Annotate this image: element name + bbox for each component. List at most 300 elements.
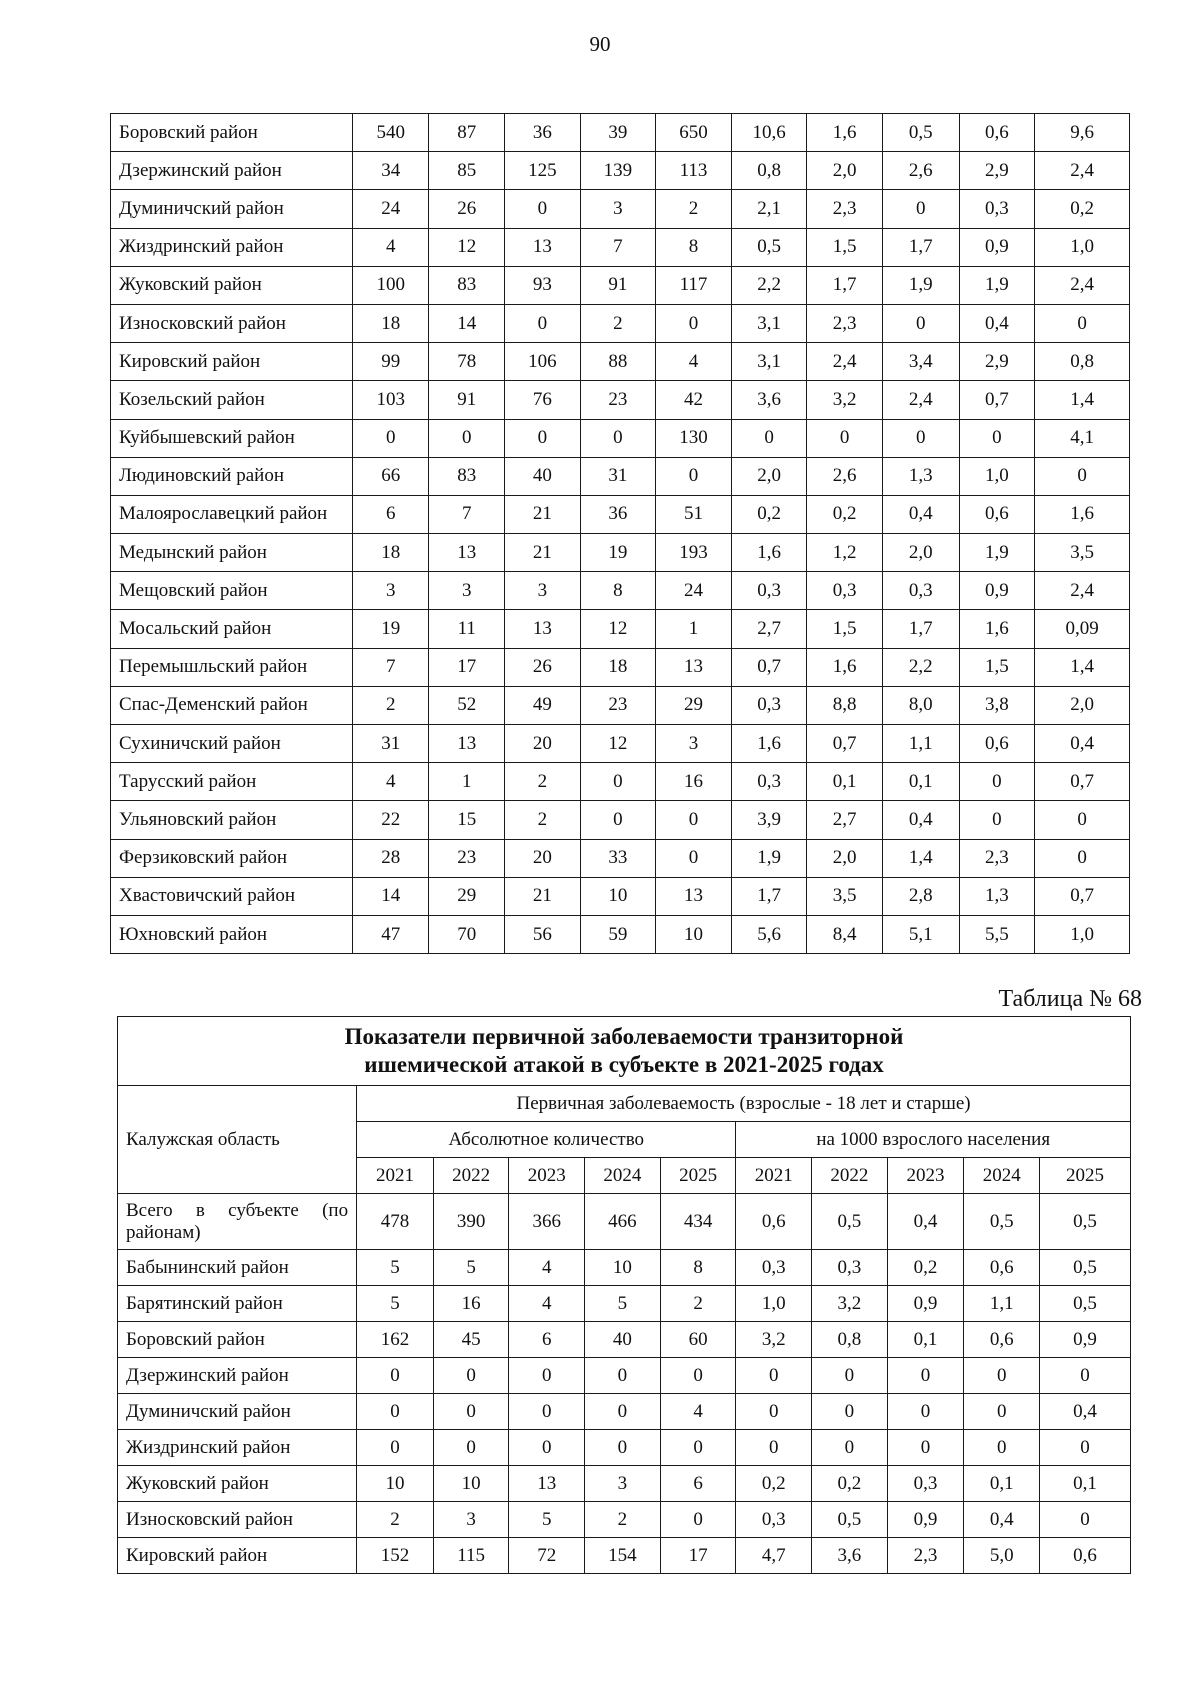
value-cell: 0,3	[736, 1502, 812, 1538]
table2-body	[118, 1017, 1131, 1574]
value-cell: 0,1	[807, 763, 883, 801]
value-cell: 2,7	[807, 801, 883, 839]
table-row	[111, 725, 1130, 763]
value-cell: 16	[433, 1286, 509, 1322]
value-cell: 0,5	[964, 1194, 1040, 1250]
district-name: Думиничский район	[118, 1394, 357, 1430]
value-cell: 1,4	[882, 839, 959, 877]
value-cell: 0,4	[1035, 725, 1130, 763]
value-cell: 2,0	[807, 839, 883, 877]
value-cell: 36	[505, 114, 581, 152]
value-cell: 0	[736, 1394, 812, 1430]
value-cell: 5	[357, 1250, 434, 1286]
table-title-row	[118, 1017, 1131, 1086]
district-name: Спас-Деменский район	[111, 686, 353, 724]
value-cell: 0,1	[887, 1322, 964, 1358]
value-cell: 42	[656, 381, 732, 419]
district-name: Сухиничский район	[111, 725, 353, 763]
value-cell: 1,6	[1035, 495, 1130, 533]
value-cell: 0	[656, 801, 732, 839]
value-cell: 10	[357, 1466, 434, 1502]
value-cell: 3,8	[959, 686, 1035, 724]
value-cell: 56	[505, 915, 581, 953]
value-cell: 3,2	[807, 381, 883, 419]
value-cell: 0	[882, 190, 959, 228]
value-cell: 650	[656, 114, 732, 152]
table-row	[111, 190, 1130, 228]
value-cell: 24	[656, 572, 732, 610]
value-cell: 4,7	[736, 1538, 812, 1574]
value-cell: 1,1	[964, 1286, 1040, 1322]
district-name: Людиновский район	[111, 457, 353, 495]
value-cell: 1,9	[882, 266, 959, 304]
value-cell: 0	[964, 1358, 1040, 1394]
district-name: Ферзиковский район	[111, 839, 353, 877]
value-cell: 2,4	[1035, 266, 1130, 304]
value-cell: 40	[585, 1322, 661, 1358]
district-name: Перемышльский район	[111, 648, 353, 686]
value-cell: 1	[429, 763, 505, 801]
value-cell: 1,0	[1035, 915, 1130, 953]
value-cell: 3,1	[731, 343, 807, 381]
value-cell: 0,5	[812, 1502, 888, 1538]
value-cell: 91	[580, 266, 656, 304]
value-cell: 21	[505, 534, 581, 572]
value-cell: 1,7	[882, 228, 959, 266]
value-cell: 2	[585, 1502, 661, 1538]
value-cell: 8,8	[807, 686, 883, 724]
value-cell: 93	[505, 266, 581, 304]
value-cell: 10	[656, 915, 732, 953]
value-cell: 0,5	[882, 114, 959, 152]
value-cell: 18	[352, 534, 429, 572]
value-cell: 0	[357, 1430, 434, 1466]
value-cell: 2,0	[882, 534, 959, 572]
value-cell: 478	[357, 1194, 434, 1250]
value-cell: 8	[580, 572, 656, 610]
tia-morbidity-table	[117, 1016, 1131, 1574]
value-cell: 0,8	[731, 152, 807, 190]
year-header: 2025	[660, 1158, 736, 1194]
value-cell: 0,2	[736, 1466, 812, 1502]
value-cell: 0,4	[882, 495, 959, 533]
value-cell: 7	[580, 228, 656, 266]
district-name: Жуковский район	[118, 1466, 357, 1502]
value-cell: 2	[660, 1286, 736, 1322]
value-cell: 11	[429, 610, 505, 648]
value-cell: 4	[509, 1286, 585, 1322]
value-cell: 0	[580, 419, 656, 457]
value-cell: 0	[585, 1394, 661, 1430]
value-cell: 1,6	[807, 114, 883, 152]
table-row	[118, 1286, 1131, 1322]
district-name: Износковский район	[111, 304, 353, 342]
district-name: Куйбышевский район	[111, 419, 353, 457]
table-row	[118, 1322, 1131, 1358]
value-cell: 113	[656, 152, 732, 190]
value-cell: 106	[505, 343, 581, 381]
value-cell: 2,4	[807, 343, 883, 381]
table-row	[111, 801, 1130, 839]
value-cell: 12	[580, 725, 656, 763]
value-cell: 0,2	[1035, 190, 1130, 228]
total-name	[118, 1194, 357, 1250]
value-cell: 115	[433, 1538, 509, 1574]
value-cell: 5,6	[731, 915, 807, 953]
value-cell: 66	[352, 457, 429, 495]
table-row	[111, 877, 1130, 915]
table-row	[111, 343, 1130, 381]
value-cell: 1,2	[807, 534, 883, 572]
district-name: Тарусский район	[111, 763, 353, 801]
value-cell: 0,6	[736, 1194, 812, 1250]
value-cell: 0	[959, 763, 1035, 801]
value-cell: 87	[429, 114, 505, 152]
value-cell: 0,4	[964, 1502, 1040, 1538]
value-cell: 0	[812, 1394, 888, 1430]
value-cell: 0	[357, 1394, 434, 1430]
value-cell: 3,2	[736, 1322, 812, 1358]
value-cell: 1,9	[731, 839, 807, 877]
table-row	[111, 686, 1130, 724]
value-cell: 31	[580, 457, 656, 495]
value-cell: 103	[352, 381, 429, 419]
value-cell: 0	[433, 1430, 509, 1466]
value-cell: 0	[964, 1430, 1040, 1466]
value-cell: 466	[585, 1194, 661, 1250]
value-cell: 0,3	[887, 1466, 964, 1502]
value-cell: 0	[1035, 839, 1130, 877]
total-name-part2: районам)	[126, 1221, 201, 1243]
table1-body	[111, 114, 1130, 954]
value-cell: 0	[882, 304, 959, 342]
value-cell: 13	[505, 228, 581, 266]
value-cell: 13	[429, 725, 505, 763]
value-cell: 125	[505, 152, 581, 190]
value-cell: 2,0	[1035, 686, 1130, 724]
value-cell: 0,9	[1040, 1322, 1131, 1358]
table-title-line1: Показатели первичной заболеваемости транзиторной	[344, 1024, 904, 1049]
value-cell: 5,5	[959, 915, 1035, 953]
value-cell: 21	[505, 495, 581, 533]
value-cell: 49	[505, 686, 581, 724]
district-name: Износковский район	[118, 1502, 357, 1538]
value-cell: 18	[580, 648, 656, 686]
value-cell: 0,3	[731, 572, 807, 610]
value-cell: 4,1	[1035, 419, 1130, 457]
value-cell: 9,6	[1035, 114, 1130, 152]
value-cell: 3	[656, 725, 732, 763]
value-cell: 0,7	[1035, 763, 1130, 801]
value-cell: 0,2	[731, 495, 807, 533]
value-cell: 0	[352, 419, 429, 457]
value-cell: 1,7	[882, 610, 959, 648]
value-cell: 70	[429, 915, 505, 953]
value-cell: 0	[505, 190, 581, 228]
value-cell: 2,1	[731, 190, 807, 228]
table-row	[111, 763, 1130, 801]
value-cell: 20	[505, 839, 581, 877]
value-cell: 21	[505, 877, 581, 915]
value-cell: 8,4	[807, 915, 883, 953]
district-name: Кировский район	[111, 343, 353, 381]
value-cell: 26	[429, 190, 505, 228]
value-cell: 0,5	[1040, 1286, 1131, 1322]
value-cell: 3,1	[731, 304, 807, 342]
value-cell: 18	[352, 304, 429, 342]
district-name: Хвастовичский район	[111, 877, 353, 915]
value-cell: 28	[352, 839, 429, 877]
value-cell: 0,3	[736, 1250, 812, 1286]
value-cell: 3,5	[1035, 534, 1130, 572]
value-cell: 2,3	[887, 1538, 964, 1574]
table-row	[118, 1394, 1131, 1430]
abs-header: Абсолютное количество	[357, 1122, 736, 1158]
value-cell: 139	[580, 152, 656, 190]
table-row	[111, 572, 1130, 610]
value-cell: 5,1	[882, 915, 959, 953]
value-cell: 5	[509, 1502, 585, 1538]
total-name-part1: Всего в субъекте (по	[126, 1199, 349, 1221]
value-cell: 3,9	[731, 801, 807, 839]
value-cell: 0,1	[882, 763, 959, 801]
value-cell: 3	[505, 572, 581, 610]
value-cell: 1,5	[807, 228, 883, 266]
value-cell: 2	[505, 763, 581, 801]
morbidity-table-continued	[110, 113, 1130, 954]
year-header: 2021	[736, 1158, 812, 1194]
year-header: 2023	[887, 1158, 964, 1194]
value-cell: 1,7	[731, 877, 807, 915]
value-cell: 0	[656, 839, 732, 877]
value-cell: 3,6	[731, 381, 807, 419]
value-cell: 2,0	[807, 152, 883, 190]
value-cell: 12	[580, 610, 656, 648]
value-cell: 1,6	[959, 610, 1035, 648]
value-cell: 0,9	[887, 1502, 964, 1538]
value-cell: 540	[352, 114, 429, 152]
value-cell: 0,7	[959, 381, 1035, 419]
value-cell: 16	[656, 763, 732, 801]
value-cell: 0,9	[959, 228, 1035, 266]
value-cell: 47	[352, 915, 429, 953]
value-cell: 0	[887, 1394, 964, 1430]
value-cell: 0,6	[959, 495, 1035, 533]
value-cell: 0,3	[731, 686, 807, 724]
value-cell: 0,6	[964, 1250, 1040, 1286]
value-cell: 8,0	[882, 686, 959, 724]
table-row	[111, 228, 1130, 266]
value-cell: 23	[580, 381, 656, 419]
value-cell: 78	[429, 343, 505, 381]
value-cell: 0	[509, 1394, 585, 1430]
table-row	[118, 1358, 1131, 1394]
district-name: Мосальский район	[111, 610, 353, 648]
value-cell: 3,6	[812, 1538, 888, 1574]
value-cell: 17	[660, 1538, 736, 1574]
value-cell: 162	[357, 1322, 434, 1358]
value-cell: 0	[887, 1430, 964, 1466]
value-cell: 52	[429, 686, 505, 724]
district-name: Козельский район	[111, 381, 353, 419]
value-cell: 10,6	[731, 114, 807, 152]
value-cell: 83	[429, 457, 505, 495]
district-name: Жуковский район	[111, 266, 353, 304]
value-cell: 0	[812, 1358, 888, 1394]
value-cell: 40	[505, 457, 581, 495]
table-row	[111, 304, 1130, 342]
group-header: Первичная заболеваемость (взрослые - 18 лет и старше)	[357, 1086, 1131, 1122]
value-cell: 72	[509, 1538, 585, 1574]
value-cell: 4	[352, 228, 429, 266]
value-cell: 0	[1035, 457, 1130, 495]
value-cell: 2,9	[959, 152, 1035, 190]
value-cell: 5	[433, 1250, 509, 1286]
year-header: 2024	[964, 1158, 1040, 1194]
value-cell: 0,7	[1035, 877, 1130, 915]
value-cell: 6	[509, 1322, 585, 1358]
value-cell: 0	[656, 304, 732, 342]
value-cell: 4	[660, 1394, 736, 1430]
value-cell: 1,6	[807, 648, 883, 686]
value-cell: 23	[429, 839, 505, 877]
value-cell: 0,3	[807, 572, 883, 610]
value-cell: 15	[429, 801, 505, 839]
value-cell: 0	[1035, 304, 1130, 342]
value-cell: 2,4	[882, 381, 959, 419]
value-cell: 0,1	[964, 1466, 1040, 1502]
value-cell: 2,4	[1035, 152, 1130, 190]
value-cell: 0	[505, 304, 581, 342]
value-cell: 0	[580, 763, 656, 801]
value-cell: 0,4	[959, 304, 1035, 342]
value-cell: 2,2	[882, 648, 959, 686]
value-cell: 0,9	[959, 572, 1035, 610]
table-row	[111, 610, 1130, 648]
value-cell: 0	[580, 801, 656, 839]
value-cell: 10	[580, 877, 656, 915]
value-cell: 14	[429, 304, 505, 342]
value-cell: 0,3	[731, 763, 807, 801]
value-cell: 0,1	[1040, 1466, 1131, 1502]
value-cell: 100	[352, 266, 429, 304]
table-caption: Таблица № 68	[998, 986, 1142, 1012]
value-cell: 0	[887, 1358, 964, 1394]
district-name: Бабынинский район	[118, 1250, 357, 1286]
value-cell: 1,5	[807, 610, 883, 648]
value-cell: 0	[509, 1430, 585, 1466]
district-name: Ульяновский район	[111, 801, 353, 839]
district-name: Жиздринский район	[111, 228, 353, 266]
value-cell: 1,6	[731, 534, 807, 572]
value-cell: 0	[660, 1502, 736, 1538]
value-cell: 130	[656, 419, 732, 457]
table-row	[111, 114, 1130, 152]
value-cell: 2,3	[807, 190, 883, 228]
value-cell: 39	[580, 114, 656, 152]
value-cell: 0	[433, 1358, 509, 1394]
region-label: Калужская область	[118, 1086, 357, 1194]
value-cell: 0	[357, 1358, 434, 1394]
value-cell: 0	[731, 419, 807, 457]
value-cell: 0	[964, 1394, 1040, 1430]
value-cell: 1,0	[959, 457, 1035, 495]
table-row	[111, 648, 1130, 686]
value-cell: 6	[660, 1466, 736, 1502]
value-cell: 0,4	[887, 1194, 964, 1250]
district-name: Медынский район	[111, 534, 353, 572]
table-row	[111, 495, 1130, 533]
value-cell: 2,6	[807, 457, 883, 495]
value-cell: 3	[429, 572, 505, 610]
value-cell: 1,7	[807, 266, 883, 304]
value-cell: 17	[429, 648, 505, 686]
value-cell: 2	[352, 686, 429, 724]
value-cell: 12	[429, 228, 505, 266]
value-cell: 0	[660, 1430, 736, 1466]
district-name: Дзержинский район	[118, 1358, 357, 1394]
value-cell: 2	[505, 801, 581, 839]
value-cell: 0,8	[1035, 343, 1130, 381]
value-cell: 5,0	[964, 1538, 1040, 1574]
value-cell: 0	[1040, 1358, 1131, 1394]
value-cell: 5	[357, 1286, 434, 1322]
value-cell: 5	[585, 1286, 661, 1322]
value-cell: 0	[585, 1430, 661, 1466]
value-cell: 14	[352, 877, 429, 915]
value-cell: 0,4	[882, 801, 959, 839]
value-cell: 0,6	[959, 725, 1035, 763]
value-cell: 2,9	[959, 343, 1035, 381]
table-row	[111, 152, 1130, 190]
value-cell: 4	[509, 1250, 585, 1286]
value-cell: 0	[433, 1394, 509, 1430]
table-row	[111, 915, 1130, 953]
value-cell: 13	[429, 534, 505, 572]
value-cell: 154	[585, 1538, 661, 1574]
district-name: Мещовский район	[111, 572, 353, 610]
value-cell: 59	[580, 915, 656, 953]
value-cell: 193	[656, 534, 732, 572]
header-row-group	[118, 1086, 1131, 1122]
value-cell: 390	[433, 1194, 509, 1250]
value-cell: 29	[656, 686, 732, 724]
value-cell: 1,4	[1035, 648, 1130, 686]
value-cell: 3,4	[882, 343, 959, 381]
value-cell: 0,6	[964, 1322, 1040, 1358]
value-cell: 1,3	[959, 877, 1035, 915]
value-cell: 0	[509, 1358, 585, 1394]
value-cell: 3	[352, 572, 429, 610]
value-cell: 8	[660, 1250, 736, 1286]
table-row	[118, 1430, 1131, 1466]
value-cell: 117	[656, 266, 732, 304]
table-row	[111, 839, 1130, 877]
district-name: Кировский район	[118, 1538, 357, 1574]
year-header: 2023	[509, 1158, 585, 1194]
value-cell: 6	[352, 495, 429, 533]
value-cell: 13	[505, 610, 581, 648]
value-cell: 1,5	[959, 648, 1035, 686]
table-row	[118, 1466, 1131, 1502]
value-cell: 29	[429, 877, 505, 915]
value-cell: 34	[352, 152, 429, 190]
value-cell: 0,5	[731, 228, 807, 266]
value-cell: 2	[580, 304, 656, 342]
value-cell: 1,3	[882, 457, 959, 495]
value-cell: 0	[1040, 1502, 1131, 1538]
value-cell: 7	[429, 495, 505, 533]
